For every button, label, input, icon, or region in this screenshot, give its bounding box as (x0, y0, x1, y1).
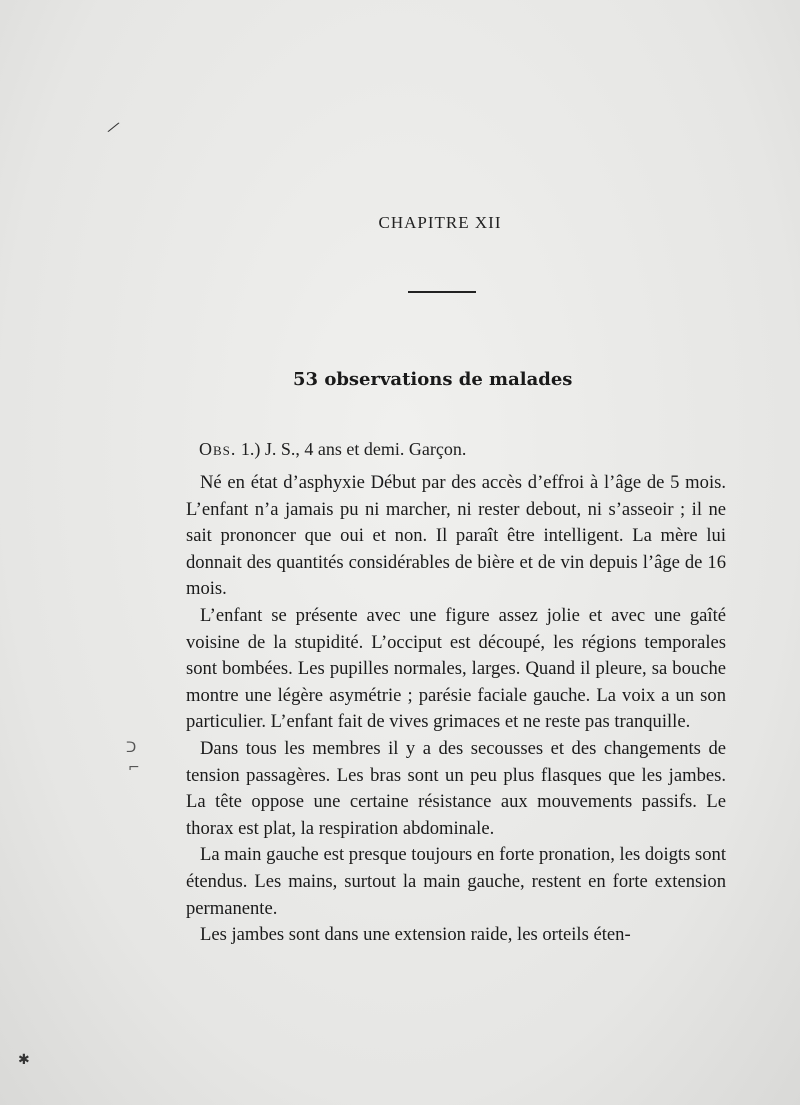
paragraph: Né en état d’asphyxie Début par des accès d’effroi à l’âge de 5 mois. L’enfant n’a jamais pu ni marcher, ni rester debout, ni s’asseoir ; il ne sait prononcer que oui et non. Il paraît être intelligent. La mère lui donnait des quantités considérables de bière et de vin depuis l’âge de 16 mois. (186, 472, 726, 600)
paragraph: Les jambes sont dans une extension raide, les orteils éten- (200, 924, 631, 946)
observation-label: Obs. (199, 439, 237, 459)
observation-subject: J. S., 4 ans et demi. Garçon. (264, 439, 467, 459)
margin-pencil-mark: ⌐ (128, 760, 140, 776)
title-divider (408, 291, 476, 293)
observation-body (186, 470, 726, 949)
paragraph: L’enfant se présente avec une figure assez jolie et avec une gaîté voisine de la stupidité. L’occiput est découpé, les régions temporales sont bombées. Les pupilles normales, larges. Quand il pleure, sa bouche montre une légère asymétrie ; parésie faciale gauche. La voix a un son particulier. L’enfant fait de vives grimaces et ne reste pas tranquille. (186, 604, 726, 733)
margin-asterisk-mark: ✱ (18, 1052, 30, 1068)
paragraph: Dans tous les membres il y a des secousses et des changements de tension passagères. Les bras sont un peu plus flasques que les jambes. La tête oppose une certaine résistance aux mouvements passifs. Le thorax est plat, la respiration abdominale. (186, 737, 726, 839)
paragraph: La main gauche est presque toujours en forte pronation, les doigts sont étendus. Les mains, surtout la main gauche, restent en forte extension permanente. (186, 844, 726, 919)
section-heading: 53 observations de malades (293, 369, 573, 390)
margin-pencil-mark: ⁄ (108, 118, 118, 137)
observation-heading (199, 439, 466, 460)
observation-number: 1.) (240, 439, 261, 459)
chapter-title: CHAPITRE XII (378, 213, 502, 232)
margin-pencil-mark: ᑐ (126, 740, 137, 756)
